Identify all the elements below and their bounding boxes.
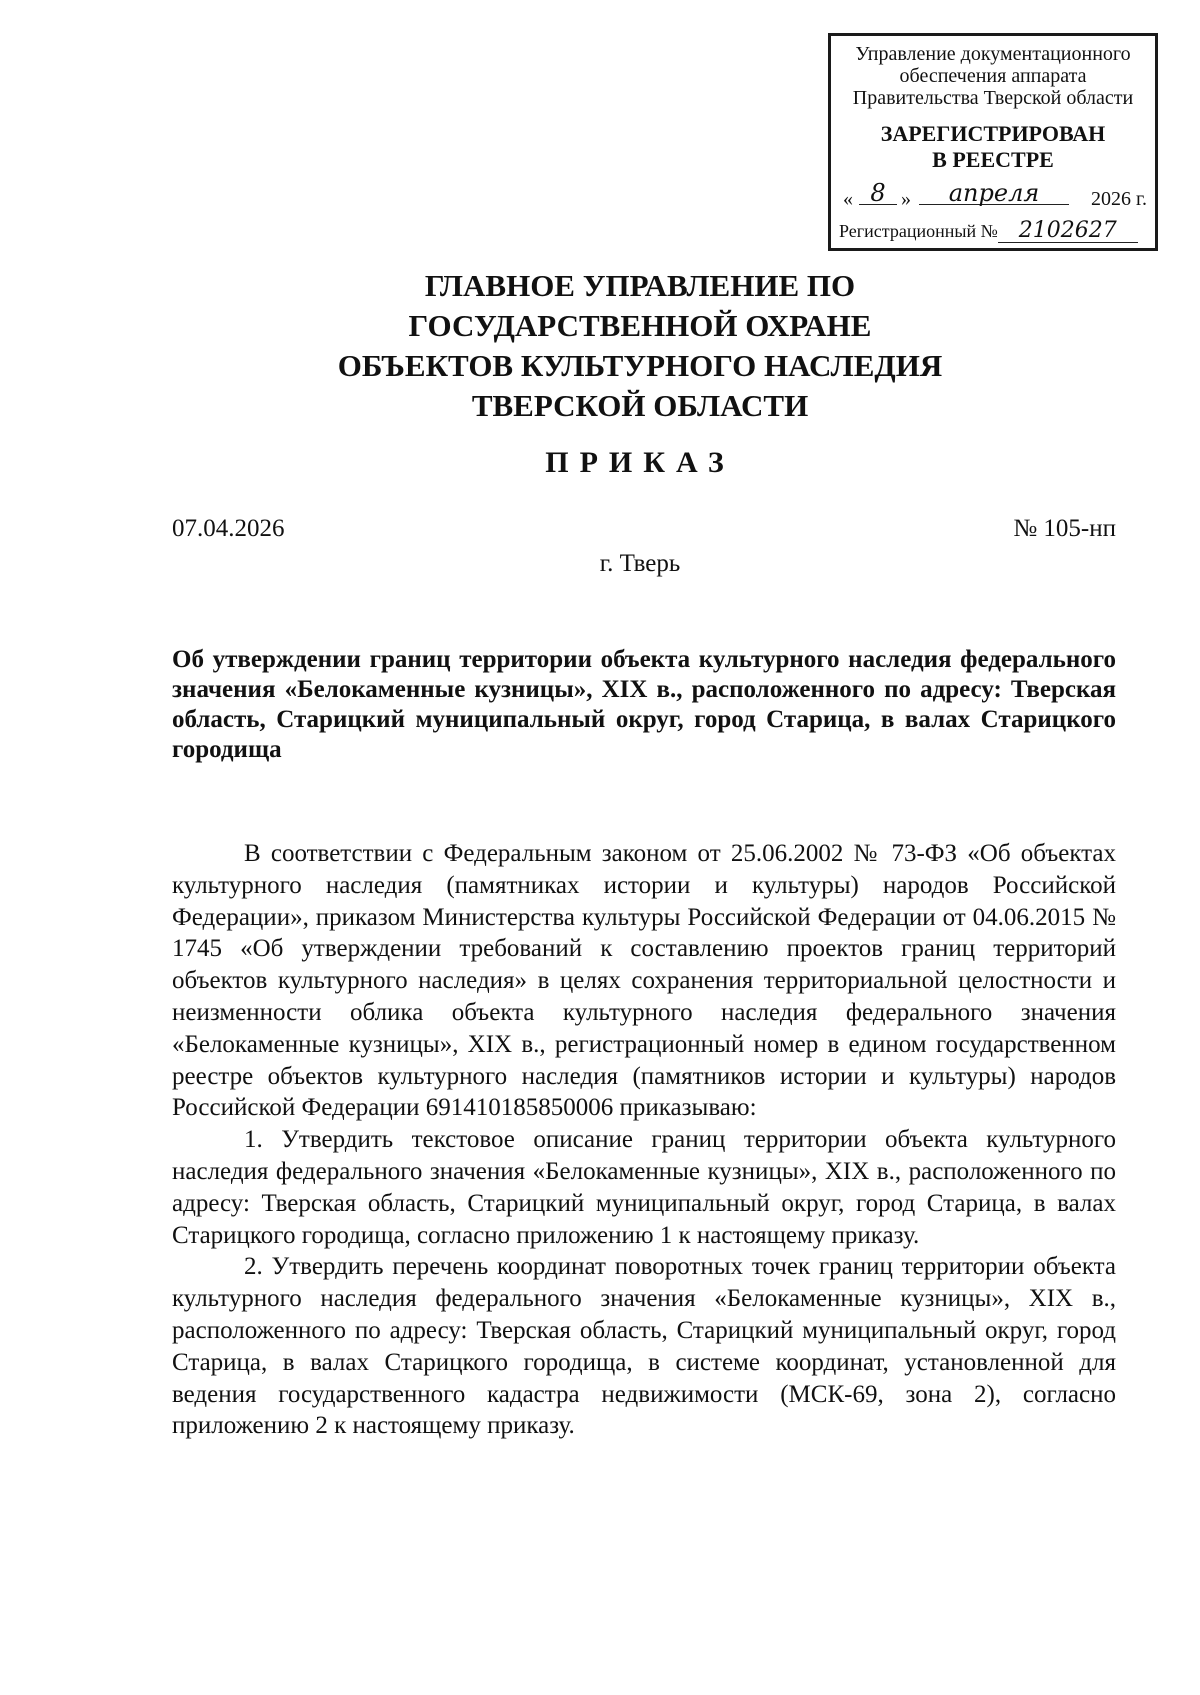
body-preamble: В соответствии с Федеральным законом от 25.06.2002 № 73-ФЗ «Об объектах культурного наследия (памятниках истории и культуры) народов Российской Федерации», приказом Министерства культуры Российской Федерации от 04.06.2015 № 1745 «Об утверждении требований к составлению проектов границ территорий объектов культурного наследия» в целях сохранения территориальной целостности и неизменности облика объекта культурного наследия федерального значения «Белокаменные кузницы», XIX в., регистрационный номер в едином государственном реестре объектов культурного наследия (памятников истории и культуры) народов Российской Федерации 691410185850006 приказываю: — [172, 840, 1116, 1122]
stamp-org-line-2: обеспечения аппарата — [899, 65, 1087, 87]
stamp-registration-number — [839, 220, 1151, 246]
org-title-line-2: ГОСУДАРСТВЕННОЙ ОХРАНЕ — [408, 308, 872, 343]
organization-title — [200, 266, 1080, 426]
stamp-registered-line-1: ЗАРЕГИСТРИРОВАН — [880, 121, 1106, 146]
stamp-day: 8 — [859, 182, 897, 205]
stamp-month: апреля — [919, 182, 1069, 205]
document-number: № 105-нп — [1013, 515, 1116, 542]
stamp-reg-number-label: Регистрационный № — [839, 221, 998, 241]
document-city: г. Тверь — [599, 550, 681, 577]
document-subject: Об утверждении границ территории объекта культурного наследия федерального значения «Белокаменные кузницы», XIX в., расположенного по адресу: Тверская область, Старицкий муниципальный округ, город Старица, в валах Старицкого городища — [172, 646, 1116, 763]
body-item-2: 2. Утвердить перечень координат поворотных точек границ территории объекта культурного наследия федерального значения «Белокаменные кузницы», XIX в., расположенного по адресу: Тверская область, Старицкий муниципальный округ, город Старица, в валах Старицкого городища, в системе координат, установленной для ведения государственного кадастра недвижимости (МСК-69, зона 2), согласно приложению 2 к настоящему приказу. — [172, 1253, 1116, 1440]
document-date: 07.04.2026 — [172, 515, 285, 542]
stamp-reg-number-value: 2102627 — [998, 220, 1138, 243]
document-body — [172, 838, 1116, 1442]
stamp-date — [843, 179, 1147, 212]
stamp-quote-open: « — [843, 188, 853, 210]
stamp-year: 2026 г. — [1091, 188, 1147, 210]
body-item-1: 1. Утвердить текстовое описание границ территории объекта культурного наследия федерального значения «Белокаменные кузницы», XIX в., расположенного по адресу: Тверская область, Старицкий муниципальный округ, город Старица, в валах Старицкого городища, согласно приложению 1 к настоящему приказу. — [172, 1126, 1116, 1249]
stamp-registered — [831, 121, 1155, 173]
document-type-title: ПРИКАЗ — [545, 446, 735, 479]
org-title-line-4: ТВЕРСКОЙ ОБЛАСТИ — [471, 388, 809, 423]
stamp-org-line-1: Управление документационного — [855, 43, 1131, 65]
stamp-registered-line-2: В РЕЕСТРЕ — [932, 147, 1054, 172]
stamp-organization — [831, 43, 1155, 109]
org-title-line-1: ГЛАВНОЕ УПРАВЛЕНИЕ ПО — [424, 268, 856, 303]
registration-stamp — [828, 33, 1158, 251]
org-title-line-3: ОБЪЕКТОВ КУЛЬТУРНОГО НАСЛЕДИЯ — [337, 348, 943, 383]
stamp-quote-close: » — [901, 188, 911, 210]
stamp-org-line-3: Правительства Тверской области — [852, 87, 1134, 109]
